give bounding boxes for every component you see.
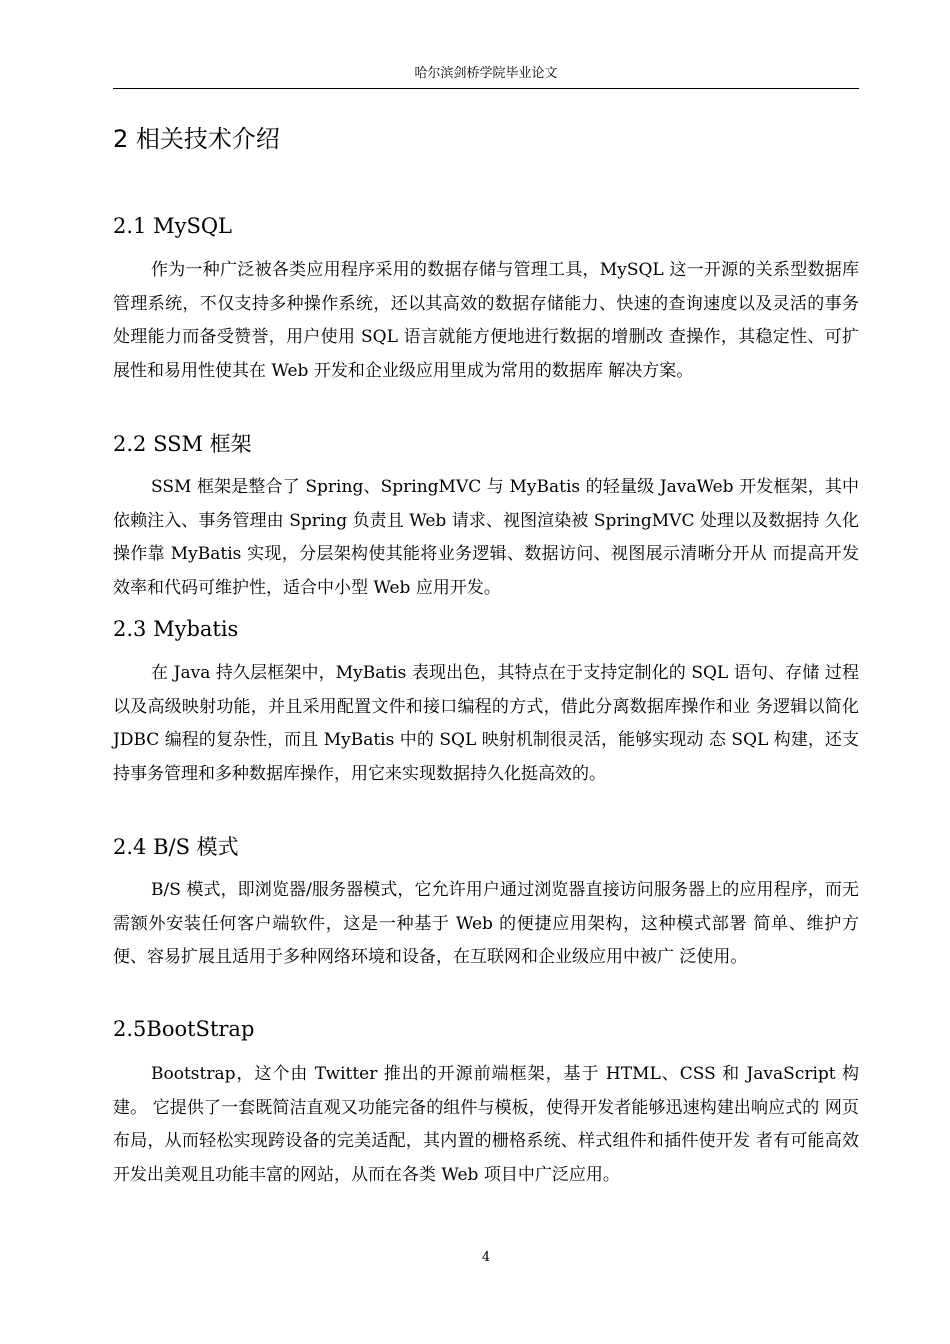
section-heading-mysql: 2.1 MySQL <box>113 214 232 238</box>
section-body-ssm: SSM 框架是整合了 Spring、SpringMVC 与 MyBatis 的轻量级 JavaWeb 开发框架，其中 依赖注入、事务管理由 Spring 负责且 Web 请求、视图渲染被 SpringMVC 处理以及数据持 久化操作靠 MyBatis 实现，分层架构使其能将业务逻辑、数据访问、视图展示清晰分开从 而提高开发效率和代码可维护性，适合中小型 Web 应用开发。 <box>113 477 859 598</box>
running-header: 哈尔滨剑桥学院毕业论文 <box>414 66 558 81</box>
section-heading-bootstrap: 2.5BootStrap <box>113 1017 255 1041</box>
section-body-bootstrap: Bootstrap，这个由 Twitter 推出的开源前端框架，基于 HTML、CSS 和 JavaScript 构建。 它提供了一套既简洁直观又功能完备的组件与模板，使得开发者能够迅速构建出响应式的 网页布局，从而轻松实现跨设备的完美适配，其内置的栅格系统、样式组件和插件使开发 者有可能高效开发出美观且功能丰富的网站，从而在各类 Web 项目中广泛应用。 <box>113 1064 859 1185</box>
section-body-mybatis: 在 Java 持久层框架中，MyBatis 表现出色，其特点在于支持定制化的 SQL 语句、存储 过程以及高级映射功能，并且采用配置文件和接口编程的方式，借此分离数据库操作和业 务逻辑以简化 JDBC 编程的复杂性，而且 MyBatis 中的 SQL 映射机制很灵活，能够实现动 态 SQL 构建，还支持事务管理和多种数据库操作，用它来实现数据持久化挺高效的。 <box>113 663 859 784</box>
section-heading-bs-mode: 2.4 B/S 模式 <box>113 835 239 859</box>
section-heading-ssm: 2.2 SSM 框架 <box>113 432 252 456</box>
page-number: 4 <box>481 1250 491 1265</box>
chapter-title: 2 相关技术介绍 <box>113 125 280 153</box>
section-body-bs-mode: B/S 模式，即浏览器/服务器模式，它允许用户通过浏览器直接访问服务器上的应用程序，而无需额外安装任何客户端软件，这是一种基于 Web 的便捷应用架构，这种模式部署 简单、维护方便、容易扩展且适用于多种网络环境和设备，在互联网和企业级应用中被广 泛使用。 <box>113 880 859 968</box>
section-heading-mybatis: 2.3 Mybatis <box>113 617 239 641</box>
section-body-mysql: 作为一种广泛被各类应用程序采用的数据存储与管理工具，MySQL 这一开源的关系型数据库管理系统，不仅支持多种操作系统，还以其高效的数据存储能力、快速的查询速度以及灵活的事务处理能力而备受赞誉，用户使用 SQL 语言就能方便地进行数据的增删改 查操作，其稳定性、可扩展性和易用性使其在 Web 开发和企业级应用里成为常用的数据库 解决方案。 <box>113 260 859 381</box>
header-divider <box>113 88 859 89</box>
